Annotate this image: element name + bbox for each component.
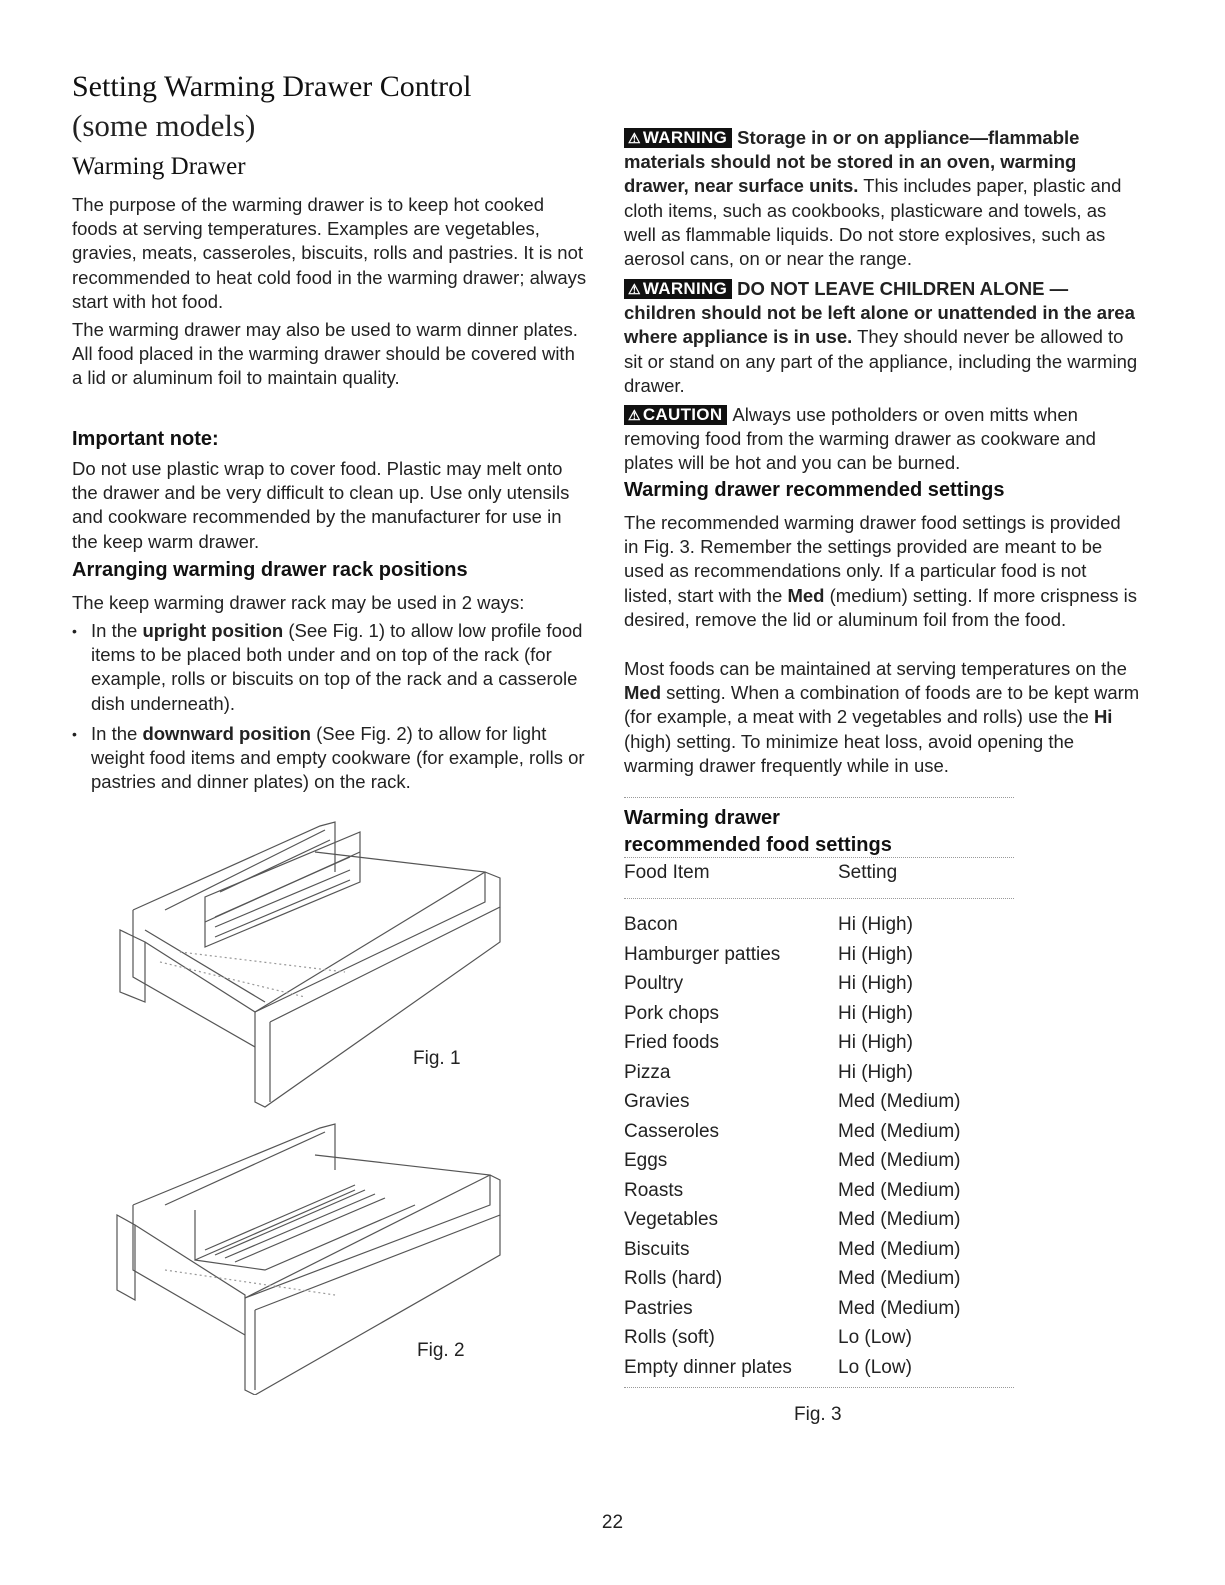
column-header-food-item: Food Item [624, 862, 710, 883]
fig-1-label: Fig. 1 [413, 1048, 461, 1069]
rack-position-list [72, 619, 592, 800]
table-top-rule [624, 797, 1014, 798]
setting-cell: Hi (High) [838, 1061, 913, 1083]
setting-cell: Lo (Low) [838, 1327, 912, 1348]
food-item-cell: Gravies [624, 1091, 690, 1112]
caution-badge: ⚠ CAUTION [624, 405, 727, 425]
food-item-cell: Rolls (hard) [624, 1268, 723, 1289]
downward-position-term: downward position [142, 722, 311, 744]
table-title-rule [624, 857, 1014, 858]
table-header [624, 862, 897, 884]
food-item-cell: Fried foods [624, 1032, 720, 1053]
table-title: Warming drawer recommended food settings [624, 807, 892, 856]
food-item-cell: Casseroles [624, 1120, 720, 1142]
food-item-cell: Pastries [624, 1297, 693, 1319]
food-item-cell: Hamburger patties [624, 943, 781, 965]
setting-cell: Med (Medium) [838, 1268, 961, 1289]
settings-paragraph-2: Most foods can be maintained at serving temperatures on the Med setting. When a combination of foods are to be kept warm (for example, a meat with 2 vegetables and rolls) use the Hi (high) setting. To minimize heat loss, avoid opening the warming drawer frequently while in use. [624, 658, 1140, 776]
setting-cell: Hi (High) [838, 914, 913, 935]
upright-position-term: upright position [142, 620, 284, 641]
food-settings-table [624, 910, 1014, 1382]
table-row [624, 1264, 1014, 1294]
setting-cell: Med (Medium) [838, 1150, 961, 1171]
page-number: 22 [601, 1512, 624, 1533]
warning-triangle-icon: ⚠ [628, 130, 641, 146]
warning-badge: ⚠ WARNING [624, 128, 732, 148]
setting-cell: Med (Medium) [838, 1179, 961, 1201]
setting-cell: Hi (High) [838, 943, 913, 965]
table-row [624, 1235, 1014, 1265]
food-item-cell: Bacon [624, 914, 678, 935]
setting-cell: Hi (High) [838, 1002, 913, 1024]
plates-paragraph: The warming drawer may also be used to warm dinner plates. All food placed in the warming drawer should be covered with a lid or aluminum foil to maintain quality. [72, 319, 578, 389]
food-item-cell: Eggs [624, 1150, 668, 1171]
warning-triangle-icon: ⚠ [628, 281, 641, 297]
table-row [624, 1087, 1014, 1117]
page-subtitle: (some models) [72, 108, 256, 143]
table-row [624, 969, 1014, 999]
setting-cell: Med (Medium) [838, 1238, 961, 1260]
table-row [624, 940, 1014, 970]
list-item: • In the upright position (See Fig. 1) to allow low profile food items to be placed both under and on top of the rack (for example, rolls or biscuits on top of the rack and a casserole dish underneath). [72, 619, 592, 716]
column-header-setting: Setting [838, 862, 898, 883]
table-row [624, 1323, 1014, 1353]
settings-paragraph-1: The recommended warming drawer food settings is provided in Fig. 3. Remember the settings provided are meant to be used as recommendations only. If a particular food is not listed, start with the Med (medium) setting. If more crispness is desired, remove the lid or aluminum foil from the food. [624, 512, 1138, 630]
table-bottom-rule [624, 1387, 1014, 1388]
food-item-cell: Biscuits [624, 1238, 690, 1260]
list-item: • In the downward position (See Fig. 2) to allow for light weight food items and empty cookware (for example, rolls or pastries and dinner plates) on the rack. [72, 722, 592, 795]
rack-intro-text: The keep warming drawer rack may be used in 2 ways: [72, 592, 525, 613]
table-row [624, 1176, 1014, 1206]
food-item-cell: Vegetables [624, 1209, 719, 1230]
food-item-cell: Pizza [624, 1061, 671, 1083]
table-row [624, 1058, 1014, 1088]
page-title: Setting Warming Drawer Control [72, 70, 472, 103]
table-row [624, 1205, 1014, 1235]
flammable-warning: ⚠ WARNING Storage in or on appliance—flammable materials should not be stored in an oven, warming drawer, near surface units. This includes paper, plastic and cloth items, such as cookbooks, plasticware and towels, as well as flammable liquids. Do not store explosives, such as aerosol cans, on or near the range. [624, 127, 1122, 270]
food-item-cell: Empty dinner plates [624, 1356, 792, 1378]
table-row [624, 999, 1014, 1029]
table-header-rule [624, 898, 1014, 899]
setting-cell: Med (Medium) [838, 1209, 961, 1230]
food-item-cell: Roasts [624, 1179, 684, 1201]
table-row [624, 1294, 1014, 1324]
food-item-cell: Rolls (soft) [624, 1327, 715, 1348]
fig-2-label: Fig. 2 [417, 1340, 465, 1361]
setting-cell: Med (Medium) [838, 1120, 961, 1142]
caution-triangle-icon: ⚠ [628, 407, 641, 423]
setting-cell: Lo (Low) [838, 1356, 912, 1378]
rack-positions-heading: Arranging warming drawer rack positions [72, 559, 468, 581]
table-row [624, 910, 1014, 940]
setting-cell: Hi (High) [838, 973, 913, 994]
important-note-text: Do not use plastic wrap to cover food. Plastic may melt onto the drawer and be very difficult to clean up. Use only utensils and cookware recommended by the manufacturer for use in the keep warm drawer. [72, 458, 570, 552]
recommended-settings-heading: Warming drawer recommended settings [624, 479, 1005, 501]
children-warning: ⚠ WARNING DO NOT LEAVE CHILDREN ALONE — children should not be left alone or unattended in the area where appliance is in use. They should never be allowed to sit or stand on any part of the appliance, including the warming drawer. [624, 278, 1138, 396]
section-title: Warming Drawer [72, 153, 246, 180]
food-item-cell: Pork chops [624, 1002, 720, 1024]
setting-cell: Med (Medium) [838, 1091, 961, 1112]
table-row [624, 1117, 1014, 1147]
table-row [624, 1146, 1014, 1176]
warning-badge: ⚠ WARNING [624, 279, 732, 299]
fig-3-label: Fig. 3 [794, 1404, 842, 1425]
important-note-heading: Important note: [72, 428, 219, 450]
food-item-cell: Poultry [624, 973, 684, 994]
setting-cell: Hi (High) [838, 1032, 913, 1053]
table-row [624, 1353, 1014, 1383]
setting-cell: Med (Medium) [838, 1297, 961, 1319]
table-row [624, 1028, 1014, 1058]
potholder-caution: ⚠ CAUTION Always use potholders or oven mitts when removing food from the warming drawer as cookware and plates will be hot and you can be burned. [624, 404, 1096, 474]
intro-paragraph: The purpose of the warming drawer is to keep hot cooked foods at serving temperatures. Examples are vegetables, gravies, meats, casseroles, biscuits, rolls and pastries. It is not recommended to heat cold food in the warming drawer; always start with hot food. [72, 194, 587, 312]
